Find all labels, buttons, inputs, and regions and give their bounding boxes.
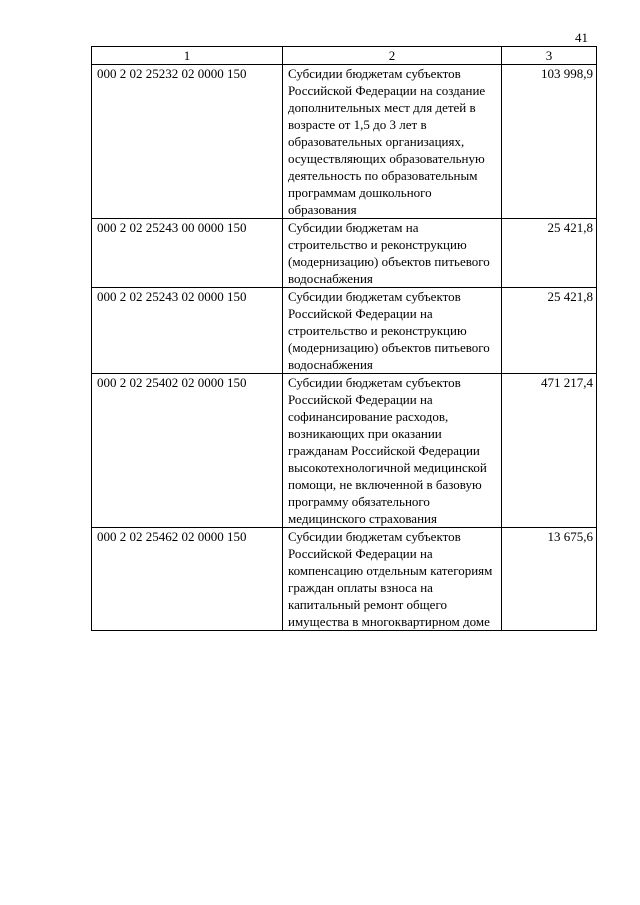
table-row	[92, 65, 597, 219]
revenue-code-cell: 000 2 02 25243 02 0000 150	[92, 288, 283, 374]
column-header-name: 2	[283, 47, 502, 65]
table-row	[92, 374, 597, 528]
amount-cell: 471 217,4	[502, 374, 597, 528]
page-number: 41	[575, 30, 588, 45]
table-row	[92, 219, 597, 288]
amount-cell: 25 421,8	[502, 219, 597, 288]
column-header-code: 1	[92, 47, 283, 65]
revenue-code-cell: 000 2 02 25462 02 0000 150	[92, 528, 283, 631]
revenue-name-cell: Субсидии бюджетам на строительство и реконструкцию (модернизацию) объектов питьевого водоснабжения	[283, 219, 502, 288]
revenue-name-cell: Субсидии бюджетам субъектов Российской Федерации на создание дополнительных мест для детей в возрасте от 1,5 до 3 лет в образовательных организациях, осуществляющих образовательную деятельность по образовательным программам дошкольного образования	[283, 65, 502, 219]
table-row	[92, 528, 597, 631]
column-header-amount: 3	[502, 47, 597, 65]
revenue-name-cell: Субсидии бюджетам субъектов Российской Федерации на софинансирование расходов, возникающих при оказании гражданам Российской Федерации высокотехнологичной медицинской помощи, не включенной в базовую программу обязательного медицинского страхования	[283, 374, 502, 528]
budget-revenue-table	[91, 46, 597, 631]
revenue-code-cell: 000 2 02 25243 00 0000 150	[92, 219, 283, 288]
revenue-name-cell: Субсидии бюджетам субъектов Российской Федерации на строительство и реконструкцию (модернизацию) объектов питьевого водоснабжения	[283, 288, 502, 374]
revenue-code-cell: 000 2 02 25402 02 0000 150	[92, 374, 283, 528]
revenue-code-cell: 000 2 02 25232 02 0000 150	[92, 65, 283, 219]
amount-cell: 103 998,9	[502, 65, 597, 219]
table-header-row	[92, 47, 597, 65]
revenue-name-cell: Субсидии бюджетам субъектов Российской Федерации на компенсацию отдельным категориям граждан оплаты взноса на капитальный ремонт общего имущества в многоквартирном доме	[283, 528, 502, 631]
amount-cell: 25 421,8	[502, 288, 597, 374]
table-row	[92, 288, 597, 374]
amount-cell: 13 675,6	[502, 528, 597, 631]
